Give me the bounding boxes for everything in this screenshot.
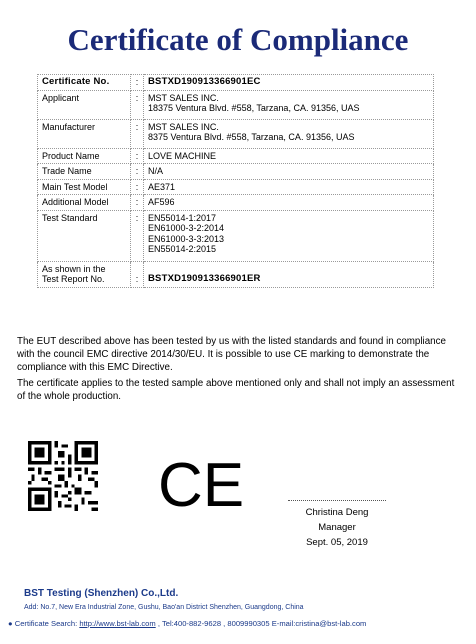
test-report-label bbox=[38, 261, 131, 287]
test-standard-item: EN55014-2:2015 bbox=[148, 244, 217, 254]
additional-model-label: Additional Model bbox=[38, 195, 131, 211]
row-product-name bbox=[38, 148, 434, 164]
separator: : bbox=[131, 179, 144, 195]
test-report-value: BSTXD190913366901ER bbox=[144, 261, 434, 287]
product-name-value: LOVE MACHINE bbox=[144, 148, 434, 164]
row-main-test-model bbox=[38, 179, 434, 195]
issuer-contact-line bbox=[8, 619, 366, 628]
certificate-info-table bbox=[37, 74, 434, 288]
row-applicant bbox=[38, 90, 434, 119]
certificate-title: Certificate of Compliance bbox=[67, 22, 409, 57]
row-test-standard bbox=[38, 210, 434, 261]
applicant-name: MST SALES INC. bbox=[148, 92, 219, 103]
row-trade-name bbox=[38, 164, 434, 180]
separator: : bbox=[131, 119, 144, 148]
separator: : bbox=[131, 148, 144, 164]
manufacturer-value bbox=[144, 119, 434, 148]
additional-model-value: AF596 bbox=[144, 195, 434, 211]
main-test-model-value: AE371 bbox=[144, 179, 434, 195]
separator: : bbox=[131, 90, 144, 119]
signature-line bbox=[288, 500, 386, 501]
manufacturer-name: MST SALES INC. bbox=[148, 121, 219, 132]
main-test-model-label: Main Test Model bbox=[38, 179, 131, 195]
issuer-address: Add: No.7, New Era Industrial Zone, Gushu, Bao'an District Shenzhen, Guangdong, China bbox=[24, 604, 304, 611]
test-report-label-line2: Test Report No. bbox=[42, 274, 105, 284]
website-link[interactable]: http://www.bst-lab.com bbox=[79, 619, 156, 628]
separator: : bbox=[131, 75, 144, 91]
test-standard-item: EN61000-3-3:2013 bbox=[148, 233, 225, 244]
applicant-value bbox=[144, 90, 434, 119]
manufacturer-label: Manufacturer bbox=[38, 119, 131, 148]
certificate-no-label: Certificate No. bbox=[38, 75, 131, 91]
separator: : bbox=[131, 210, 144, 261]
qr-code-icon bbox=[28, 441, 98, 511]
row-additional-model bbox=[38, 195, 434, 211]
contact-separator: , bbox=[157, 619, 160, 628]
issuer-company: BST Testing (Shenzhen) Co.,Ltd. bbox=[24, 588, 179, 599]
row-test-report bbox=[38, 261, 434, 287]
product-name-label: Product Name bbox=[38, 148, 131, 164]
separator: : bbox=[131, 164, 144, 180]
trade-name-label: Trade Name bbox=[38, 164, 131, 180]
test-report-label-line1: As shown in the bbox=[42, 263, 106, 274]
test-standard-value bbox=[144, 210, 434, 261]
statement-paragraph-1: The EUT described above has been tested by us with the listed standards and found in compliance with the council EMC directive 2014/30/EU. It is possible to use CE marking to demonstrate the compliance with this EMC Directive. bbox=[17, 336, 446, 373]
issuer-tel: Tel:400-882-9628 , 8009990305 bbox=[161, 619, 270, 628]
ce-mark-text: CE bbox=[158, 451, 245, 520]
applicant-address: 18375 Ventura Blvd. #558, Tarzana, CA. 91356, UAS bbox=[148, 103, 360, 113]
certificate-search-label: Certificate Search: bbox=[14, 619, 78, 628]
issuer-email[interactable]: E-mail:cristina@bst-lab.com bbox=[271, 619, 367, 628]
test-standard-item: EN61000-3-2:2014 bbox=[148, 223, 225, 233]
trade-name-value: N/A bbox=[144, 164, 434, 180]
map-pin-icon: ● bbox=[8, 619, 13, 628]
certificate-no-value: BSTXD190913366901EC bbox=[144, 75, 434, 91]
ce-mark-icon bbox=[158, 451, 245, 520]
separator: : bbox=[131, 195, 144, 211]
signature-date: Sept. 05, 2019 bbox=[306, 537, 368, 548]
statement-paragraph-2: The certificate applies to the tested sample above mentioned only and shall not imply an assessment of the whole production. bbox=[17, 378, 455, 402]
applicant-label: Applicant bbox=[38, 90, 131, 119]
separator: : bbox=[131, 261, 144, 287]
test-standard-label: Test Standard bbox=[38, 210, 131, 261]
row-certificate-no bbox=[38, 75, 434, 91]
signatory-name: Christina Deng bbox=[305, 507, 369, 518]
row-manufacturer bbox=[38, 119, 434, 148]
signatory-title: Manager bbox=[318, 522, 356, 533]
test-standard-item: EN55014-1:2017 bbox=[148, 212, 217, 223]
manufacturer-address: 8375 Ventura Blvd. #558, Tarzana, CA. 91356, UAS bbox=[148, 132, 355, 142]
